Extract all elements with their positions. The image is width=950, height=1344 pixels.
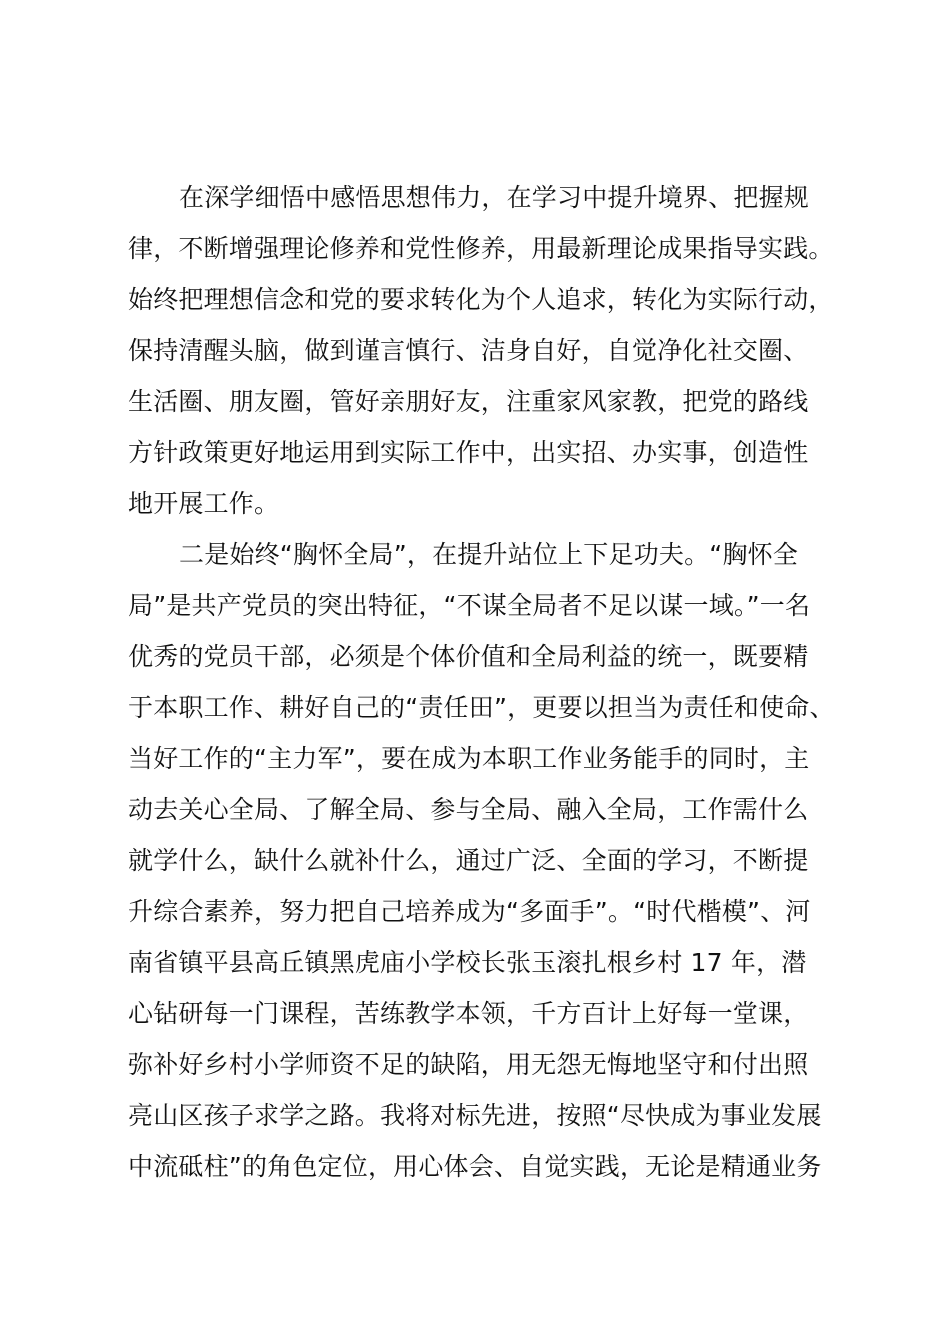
paragraph-line: 动去关心全局、了解全局、参与全局、融入全局，工作需什么 bbox=[128, 795, 809, 824]
paragraph-line: 心钻研每一门课程，苦练教学本领，千方百计上好每一堂课， bbox=[128, 999, 809, 1028]
paragraph-line: 就学什么，缺什么就补什么，通过广泛、全面的学习，不断提 bbox=[128, 846, 809, 875]
paragraph-line: 二是始终“胸怀全局”，在提升站位上下足功夫。“胸怀全 bbox=[179, 540, 799, 569]
paragraph-line: 始终把理想信念和党的要求转化为个人追求，转化为实际行动， bbox=[128, 285, 834, 314]
paragraph-line: 在深学细悟中感悟思想伟力，在学习中提升境界、把握规 bbox=[179, 183, 810, 212]
paragraph-line: 弥补好乡村小学师资不足的缺陷，用无怨无悔地坚守和付出照 bbox=[128, 1050, 809, 1079]
paragraph-line: 保持清醒头脑，做到谨言慎行、洁身自好，自觉净化社交圈、 bbox=[128, 336, 809, 365]
paragraph-line: 亮山区孩子求学之路。我将对标先进，按照“尽快成为事业发展 bbox=[128, 1101, 822, 1130]
paragraph-2 bbox=[128, 529, 835, 1192]
paragraph-line: 生活圈、朋友圈，管好亲朋好友，注重家风家教，把党的路线 bbox=[128, 387, 809, 416]
paragraph-line: 优秀的党员干部，必须是个体价值和全局利益的统一，既要精 bbox=[128, 642, 809, 671]
paragraph-1 bbox=[128, 172, 834, 529]
paragraph-line: 当好工作的“主力军”，要在成为本职工作业务能手的同时，主 bbox=[128, 744, 810, 773]
paragraph-line: 律，不断增强理论修养和党性修养，用最新理论成果指导实践。 bbox=[128, 234, 834, 263]
paragraph-line: 局”是共产党员的突出特征，“不谋全局者不足以谋一域。”一名 bbox=[128, 591, 811, 620]
paragraph-line: 升综合素养，努力把自己培养成为“多面手”。“时代楷模”、河 bbox=[128, 897, 811, 926]
paragraph-line: 地开展工作。 bbox=[128, 489, 280, 518]
paragraph-line: 南省镇平县高丘镇黑虎庙小学校长张玉滚扎根乡村 17 年，潜 bbox=[128, 948, 807, 977]
paragraph-line: 于本职工作、耕好自己的“责任田”，更要以担当为责任和使命、 bbox=[128, 693, 835, 722]
document-body bbox=[128, 172, 835, 1192]
paragraph-line: 中流砥柱”的角色定位，用心体会、自觉实践，无论是精通业务 bbox=[128, 1152, 822, 1181]
paragraph-line: 方针政策更好地运用到实际工作中，出实招、办实事，创造性 bbox=[128, 438, 809, 467]
